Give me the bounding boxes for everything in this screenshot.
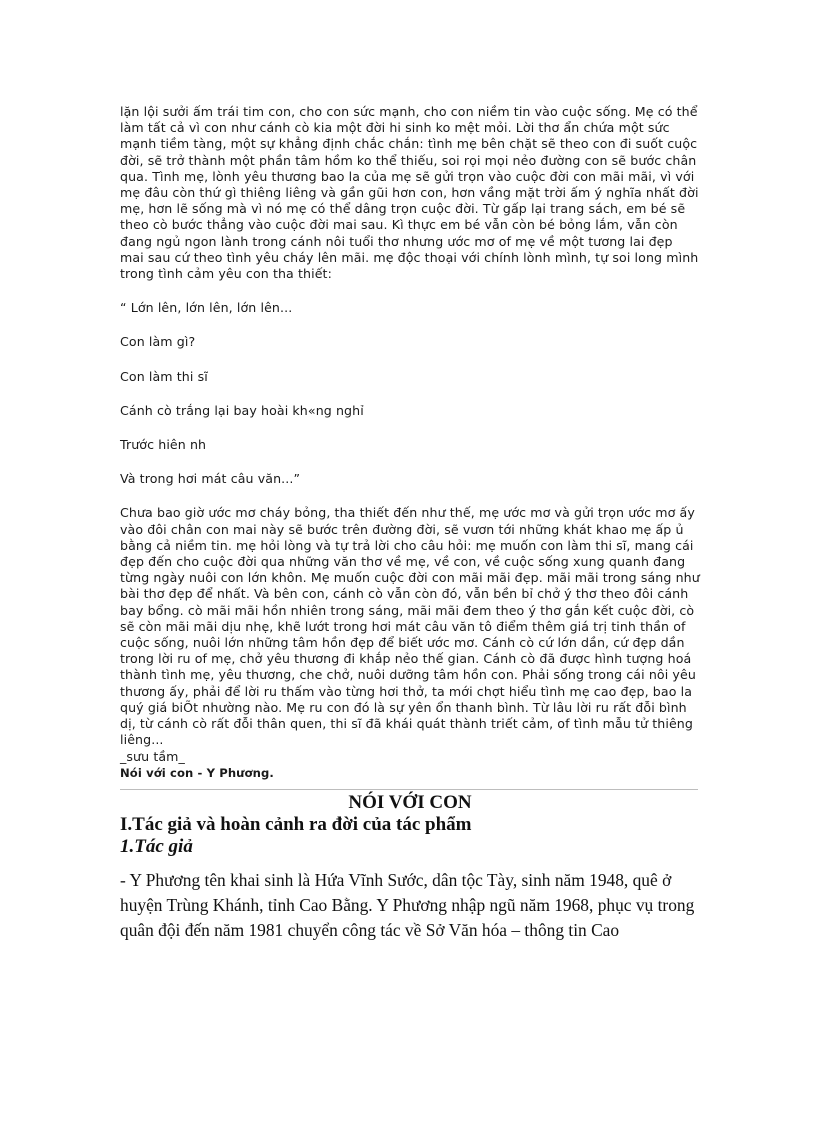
essay-section <box>120 104 700 781</box>
verse-line: Con làm thi sĩ <box>120 368 208 384</box>
essay-paragraph-2: Chưa bao giờ ước mơ cháy bỏng, tha thiết đến như thế, mẹ ước mơ và gửi trọn ước mơ ấy vào đôi chân con mai này sẽ bước trên đường đời, sẽ vươn tới những khát khao mẹ ấp ủ bằng cả niềm tin. mẹ hỏi lòng và tự trả lời cho câu hỏi: mẹ muốn con làm thi sĩ, mang cái đẹp đến cho cuộc đời qua những văn thơ về mẹ, về con, về cuộc sống xung quanh đang từng ngày nuôi con lớn khôn. Mẹ muốn cuộc đời con mãi mãi đẹp. mãi mãi trong sáng như bài thơ đẹp để nhất. Và bên con, cánh cò vẫn còn đó, vẫn bền bỉ chở ý thơ theo đôi cánh bay bổng. cò mãi mãi hồn nhiên trong sáng, mãi mãi đem theo ý thơ gắn kết cuộc đời, cò sẽ còn mãi mãi dịu nhẹ, khẽ lướt trong hơi mát câu văn tô điểm thêm giá trị tinh thần of cuộc sống, nuôi lớn những tâm hồn đẹp để biết ước mơ. Cánh cò cứ lớn dần, cứ đẹp dần trong lời ru of mẹ, chở yêu thương đi khắp nẻo thế gian. Cánh cò đã được hình tượng hoá thành tình mẹ, yêu thương, che chở, nuôi dưỡng tâm hồn con. Phải sống trong cái nôi yêu thương ấy, phải để lời ru thấm vào từng hơi thở, ta mới chợt hiểu tình mẹ cao đẹp, bao la quý giá biÕt nhường nào. Mẹ ru con đó là sự yên ổn thanh bình. Từ lâu lời ru rất đỗi bình dị, từ cánh cò rất đỗi thân quen, thi sĩ đã khái quát thành triết cảm, of tình mẫu tử thiêng liêng... <box>120 505 700 748</box>
verse-line: Và trong hơi mát câu văn...” <box>120 471 301 487</box>
verse-line: “ Lớn lên, lớn lên, lớn lên... <box>120 300 293 316</box>
section-heading: I.Tác giả và hoàn cảnh ra đời của tác phẩm <box>120 813 472 835</box>
verse-line: Cánh cò trắng lại bay hoài kh«ng nghỉ <box>120 402 364 418</box>
document-page <box>120 104 700 943</box>
sub-heading: 1.Tác giả <box>120 835 193 857</box>
essay-paragraph-1: lặn lội sưởi ấm trái tim con, cho con sức mạnh, cho con niềm tin vào cuộc sống. Mẹ có thể làm tất cả vì con như cánh cò kia một đời hi sinh ko mệt mỏi. Lời thơ ẩn chứa một sức mạnh tiềm tàng, một sự khẳng định chắc chắn: tình mẹ bên chặt sẽ theo con đi suốt cuộc đời, sẽ trở thành một phần tâm hồm ko thể thiếu, soi rọi mọi nẻo đường con sẽ bước chân qua. Tình mẹ, lònh yêu thương bao la của mẹ sẽ gửi trọn vào cuộc đời con mãi mãi, vì với mẹ đâu còn thứ gì thiêng liêng và gần gũi hơn con, hơn vầng mặt trời ấm ý nghĩa nhất đời mẹ, hơn lẽ sống mà vì nó mẹ có thể dâng trọn cuộc đời. Từ gấp lại trang sách, em bé sẽ theo cò bước thẳng vào cuộc đời mai sau. Kì thực em bé vẫn còn bé bỏng lắm, vẫn còn đang ngủ ngon lành trong cánh nôi tuổi thơ nhưng ước mơ of mẹ về một tương lai đẹp mai sau cứ theo tình yêu cháy lên mãi. mẹ độc thoại với chính lònh mình, tự soi long mình trong tình cảm yêu con tha thiết: <box>120 104 699 282</box>
verse-line: Trước hiên nh <box>120 437 207 453</box>
attribution-source: Nói với con - Y Phương. <box>120 765 274 780</box>
lesson-section <box>120 792 700 943</box>
lesson-title: NÓI VỚI CON <box>348 791 472 813</box>
section-divider <box>120 789 698 790</box>
author-bio-paragraph: - Y Phương tên khai sinh là Hứa Vĩnh Sước, dân tộc Tày, sinh năm 1948, quê ở huyện Trùng Khánh, tỉnh Cao Bằng. Y Phương nhập ngũ năm 1968, phục vụ trong quân đội đến năm 1981 chuyển công tác về Sở Văn hóa – thông tin Cao <box>120 869 695 940</box>
attribution-note: _sưu tầm_ <box>120 748 185 764</box>
verse-line: Con làm gì? <box>120 334 196 350</box>
